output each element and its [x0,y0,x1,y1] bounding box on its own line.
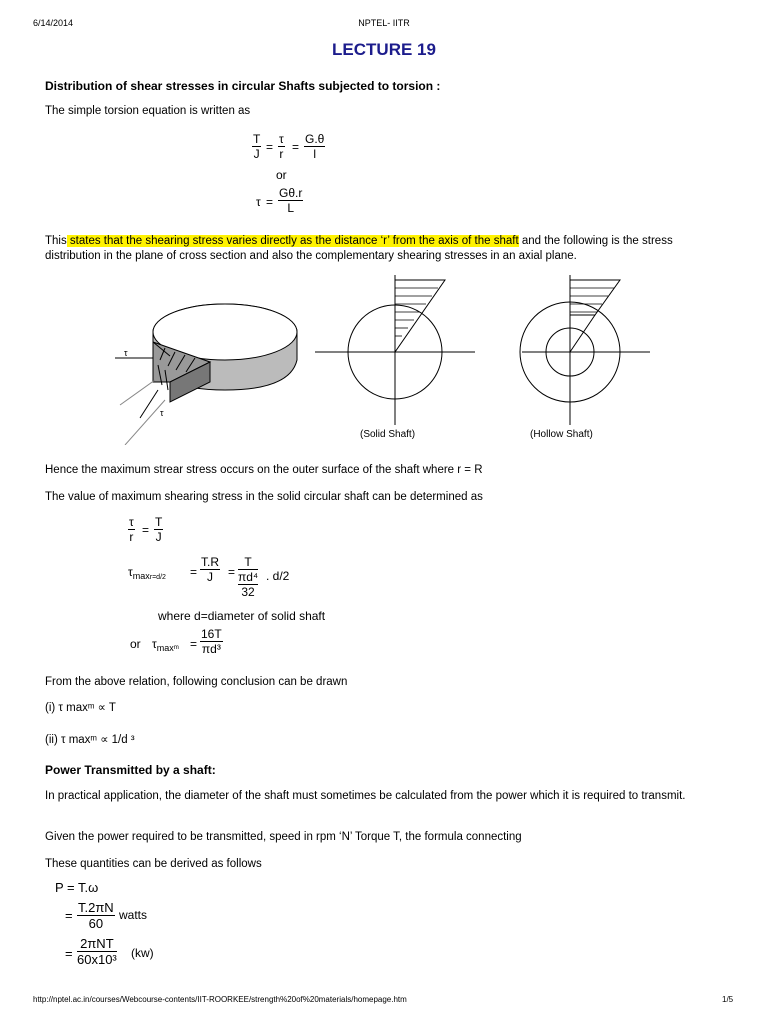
page-number: 1/5 [722,995,734,1004]
hollow-shaft-label: (Hollow Shaft) [530,429,593,440]
tau-label-top: τ [124,348,128,358]
solid-shaft-diagram [315,275,475,440]
tau-label-bottom: τ [160,408,164,418]
print-date: 6/14/2014 [33,18,74,28]
hollow-shaft-diagram [520,275,650,440]
max-shear-derivation: $\frac{\tau}{r}$ = $\frac{T}{J}$ $\tau_{maxr=d/2}$ = $\frac{T.R}{J}$ = T πd⁴ 32 . d/2 where d=diameter of solid shaft or $\tau_{maxᵐ}$ = $\frac{16T}{\text{πd³}}$ [128,515,326,656]
where-d-text: where d=diameter of solid shaft [158,609,326,623]
torsion-equation: $\frac{T}{J}$ = $\frac{\tau}{r}$ = $\frac{G.\theta}{l}$ or τ = $\frac{G\theta.r}{L}$ [253,132,325,215]
derivation-intro: These quantities can be derived as follows [45,858,262,870]
power-equation: P = T.ω = $\frac{T.2\pi N}{60}$ watts = 2πNT 60x10³ (kw) [55,880,154,967]
max-stress-value-line: The value of maximum shearing stress in the solid circular shaft can be determined as [45,491,483,503]
intro-text: The simple torsion equation is written as [45,105,251,117]
footer-url: http://nptel.ac.in/courses/Webcourse-contents/IIT-ROORKEE/strength%20of%20materials/homepage.htm [33,995,407,1004]
max-stress-line: Hence the maximum strear stress occurs on the outer surface of the shaft where r = R [45,464,483,476]
section-heading-shear: Distribution of shear stresses in circular Shafts subjected to torsion : [45,79,441,93]
page-title: LECTURE 19 [332,40,436,59]
given-power-text: Given the power required to be transmitted, speed in rpm ‘N’ Torque T, the formula connecting [45,831,522,843]
power-paragraph: In practical application, the diameter of the shaft must sometimes be calculated from the power which it is required to transmit. [45,790,686,802]
conclusion-item-1: (i) τ maxᵐ ∝ T [45,702,116,714]
conclusion-item-2: (ii) τ maxᵐ ∝ 1/d ³ [45,734,135,746]
site-name: NPTEL- IITR [358,18,410,28]
solid-shaft-label: (Solid Shaft) [360,429,416,440]
stress-distribution-figure [110,270,670,445]
stress-paragraph: This states that the shearing stress varies directly as the distance ‘r’ from the axis of the shaft and the following is the stress distribution in the plane of cross section and also the complementary shearing stresses in an axial plane. [45,235,673,262]
conclusion-text: From the above relation, following conclusion can be drawn [45,676,348,688]
section-heading-power: Power Transmitted by a shaft: [45,763,216,777]
cylinder-cutaway-figure [115,304,297,445]
